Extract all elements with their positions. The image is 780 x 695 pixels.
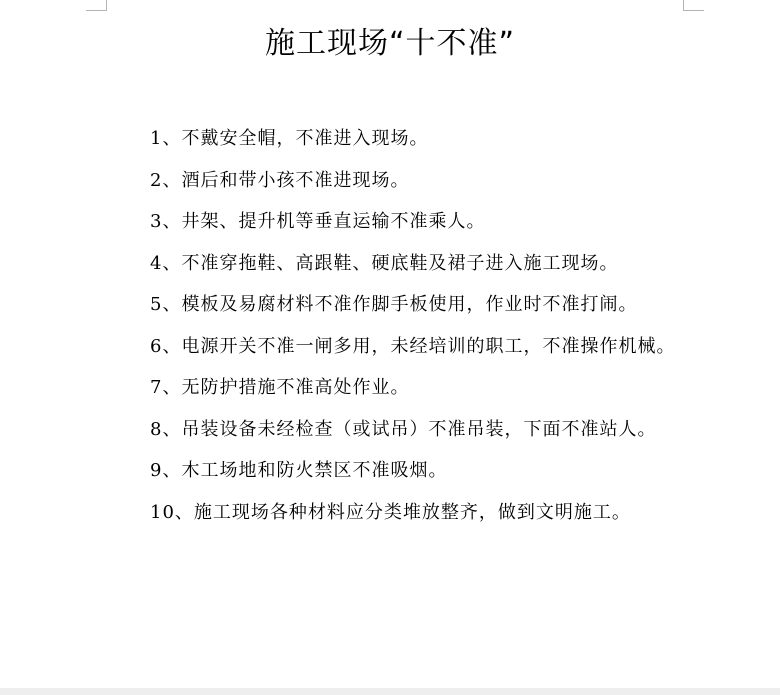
document-title: 施工现场“十不准”: [264, 26, 516, 61]
rule-item-1: 1、不戴安全帽，不准进入现场。: [150, 128, 429, 149]
page-bottom-edge: [0, 688, 780, 695]
document-body: [109, 118, 689, 533]
rule-item-6: 6、电源开关不准一闸多用，未经培训的职工，不准操作机械。: [150, 335, 676, 357]
rule-item-4: 4、不准穿拖鞋、高跟鞋、硬底鞋及裙子进入施工现场。: [150, 252, 619, 274]
page-corner-mark-right: [683, 0, 704, 11]
rule-item-9: 9、木工场地和防火禁区不准吸烟。: [150, 460, 448, 481]
rule-item-2: 2、酒后和带小孩不准进现场。: [150, 169, 410, 191]
rule-item-8: 8、吊装设备未经检查（或试吊）不准吊装，下面不准站人。: [150, 418, 657, 440]
rule-item-10: 10、施工现场各种材料应分类堆放整齐，做到文明施工。: [150, 501, 631, 523]
rule-item-7: 7、无防护措施不准高处作业。: [150, 377, 410, 398]
rule-item-3: 3、井架、提升机等垂直运输不准乘人。: [150, 211, 486, 232]
rule-item-5: 5、模板及易腐材料不准作脚手板使用，作业时不准打闹。: [150, 294, 638, 315]
page-corner-mark-left: [86, 0, 107, 11]
